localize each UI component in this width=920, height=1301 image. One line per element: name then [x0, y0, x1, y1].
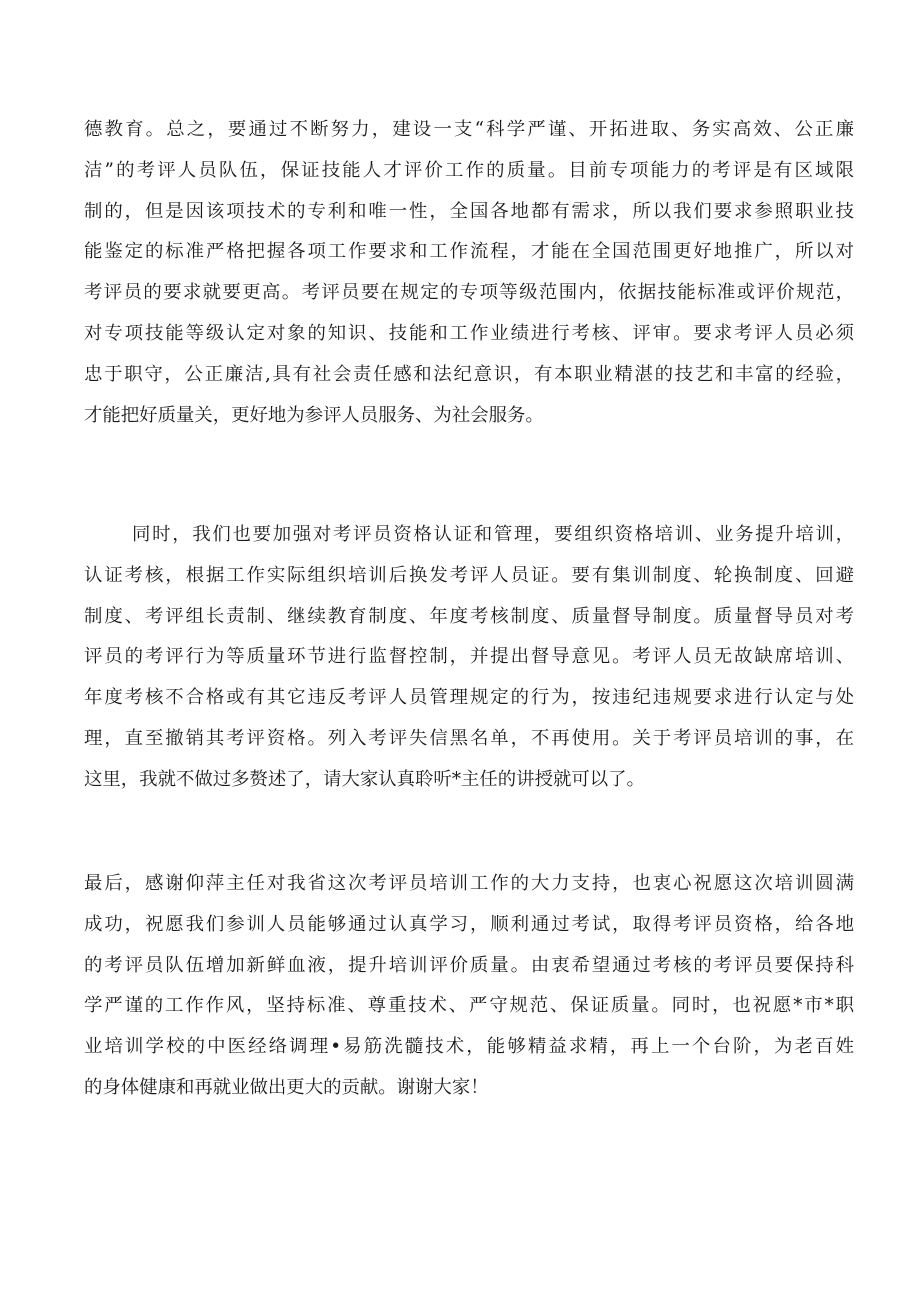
text-line: 能鉴定的标准严格把握各项工作要求和工作流程，才能在全国范围更好地推广，所以对 — [84, 241, 854, 263]
text-line: 最后，感谢仰萍主任对我省这次考评员培训工作的大力支持，也衷心祝愿这次培训圆满 — [84, 873, 854, 894]
text-line: 年度考核不合格或有其它违反考评人员管理规定的行为，按违纪违规要求进行认定与处 — [84, 687, 854, 709]
text-line: 对专项技能等级认定对象的知识、技能和工作业绩进行考核、评审。要求考评人员必须 — [84, 322, 854, 344]
text-line: 的考评员队伍增加新鲜血液，提升培训评价质量。由衷希望通过考核的考评员要保持科 — [84, 954, 854, 976]
paragraph-2 — [84, 515, 854, 801]
text-line: 这里，我就不做过多赘述了，请大家认真聆听*主任的讲授就可以了。 — [84, 768, 645, 790]
text-line: 制度、考评组长责制、继续教育制度、年度考核制度、质量督导制度。质量督导员对考 — [84, 605, 854, 627]
text-line: 的身体健康和再就业做出更大的贡献。谢谢大家！ — [84, 1076, 489, 1098]
text-line: 学严谨的工作作风，坚持标准、尊重技术、严守规范、保证质量。同时，也祝愿*市*职 — [84, 995, 854, 1017]
text-line: 理，直至撤销其考评资格。列入考评失信黑名单，不再使用。关于考评员培训的事，在 — [84, 727, 854, 749]
text-line: 同时，我们也要加强对考评员资格认证和管理，要组织资格培训、业务提升培训， — [132, 524, 854, 545]
text-line: 才能把好质量关，更好地为参评人员服务、为社会服务。 — [84, 404, 544, 426]
text-line: 德教育。总之，要通过不断努力，建设一支“科学严谨、开拓进取、务实高效、公正廉 — [84, 119, 854, 140]
text-line: 成功，祝愿我们参训人员能够通过认真学习，顺利通过考试，取得考评员资格，给各地 — [84, 913, 854, 935]
paragraph-1 — [84, 110, 854, 436]
text-line: 忠于职守，公正廉洁,具有社会责任感和法纪意识，有本职业精湛的技艺和丰富的经验， — [84, 363, 854, 385]
text-line: 评员的考评行为等质量环节进行监督控制，并提出督导意见。考评人员无故缺席培训、 — [84, 646, 854, 668]
text-line: 认证考核，根据工作实际组织培训后换发考评人员证。要有集训制度、轮换制度、回避 — [84, 564, 854, 586]
text-line: 业培训学校的中医经络调理•易筋洗髓技术，能够精益求精，再上一个台阶，为老百姓 — [84, 1036, 854, 1058]
text-line: 考评员的要求就要更高。考评员要在规定的专项等级范围内，依据技能标准或评价规范， — [84, 282, 854, 304]
text-line: 洁”的考评人员队伍，保证技能人才评价工作的质量。目前专项能力的考评是有区域限 — [84, 159, 854, 181]
text-line: 制的，但是因该项技术的专利和唯一性，全国各地都有需求，所以我们要求参照职业技 — [84, 200, 854, 222]
paragraph-3 — [84, 864, 854, 1109]
